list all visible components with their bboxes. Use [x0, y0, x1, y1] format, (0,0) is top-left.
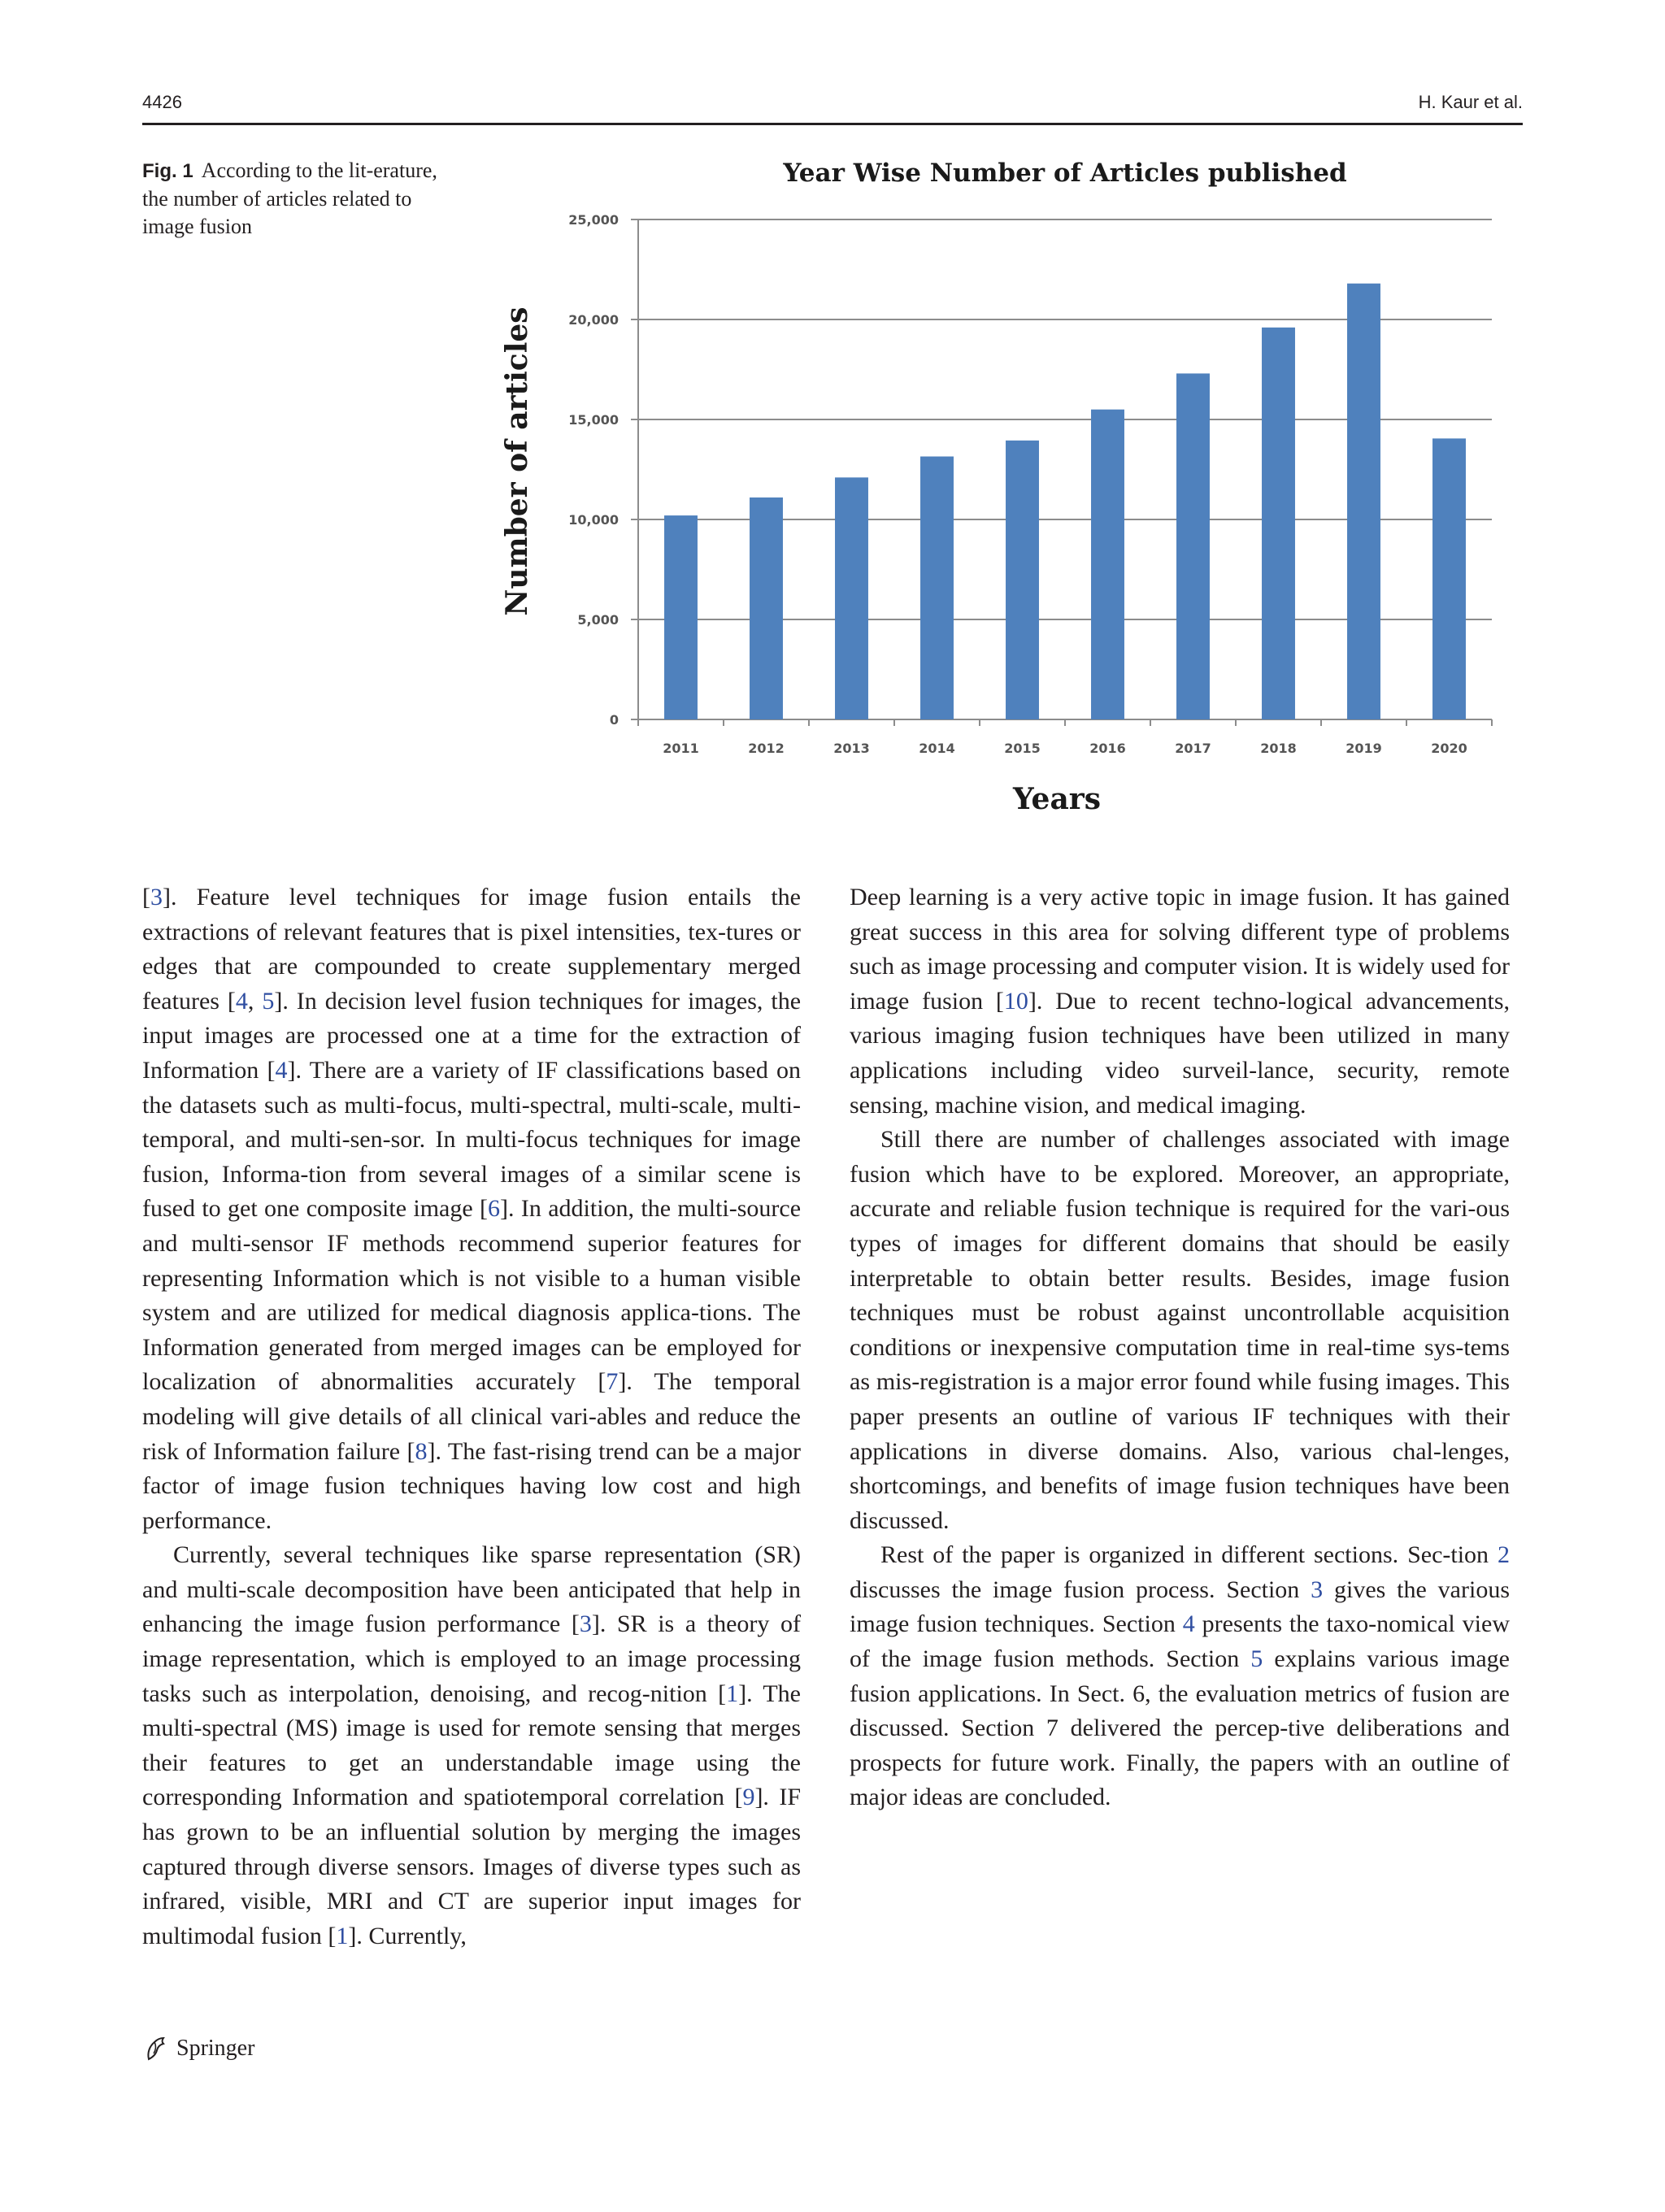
citation-link[interactable]: 7	[606, 1368, 619, 1396]
running-head	[142, 85, 1523, 123]
right-paragraph-3: Rest of the paper is organized in different sections. Sec-tion 2 discusses the image fusion process. Section 3 gives the various image fusion techniques. Section 4 presents the taxo-nomical view of the image fusion methods. Section 5 explains various image fusion applications. In Sect. 6, the evaluation metrics of fusion are discussed. Section 7 delivered the percep-tive deliberations and prospects for future work. Finally, the papers with an outline of major ideas are concluded.	[850, 1541, 1510, 1811]
x-axis-label: Years	[1012, 782, 1102, 816]
x-tick-label: 2011	[663, 741, 699, 756]
left-column	[142, 880, 801, 1953]
citation-link[interactable]: 9	[742, 1784, 755, 1811]
figure-caption	[142, 157, 443, 241]
citation-link[interactable]: 6	[488, 1195, 501, 1223]
citation-link[interactable]: 10	[1003, 987, 1028, 1015]
citation-link[interactable]: 3	[150, 884, 163, 910]
citation-link[interactable]: 3	[579, 1610, 592, 1638]
header-rule	[142, 123, 1523, 125]
x-tick-label: 2012	[748, 741, 785, 756]
citation-link[interactable]: 1	[336, 1922, 349, 1949]
x-tick-label: 2016	[1089, 741, 1126, 756]
running-head-authors: H. Kaur et al.	[1418, 92, 1523, 112]
y-tick-label: 25,000	[568, 212, 619, 228]
x-tick-label: 2017	[1175, 741, 1211, 756]
x-tick-label: 2018	[1260, 741, 1297, 756]
y-tick-label: 15,000	[568, 412, 619, 428]
x-tick-label: 2019	[1345, 741, 1382, 756]
x-tick-label: 2015	[1004, 741, 1041, 756]
y-tick-label: 5,000	[577, 612, 619, 628]
bar-2011	[664, 515, 698, 719]
bar-chart	[488, 142, 1512, 837]
publisher-footer	[142, 2035, 254, 2062]
left-paragraph-2: Currently, several techniques like sparse representation (SR) and multi-scale decomposition have been anticipated that help in enhancing the image fusion performance [3]. SR is a theory of image representation, which is employed to an image processing tasks such as interpolation, denoising, and recog-nition [1]. The multi-spectral (MS) image is used for remote sensing that merges their features to get an understandable image using the corresponding Information and spatiotemporal correlation [9]. IF has grown to be an influential solution by merging the images captured through diverse sensors. Images of diverse types such as infrared, visible, MRI and CT are superior input images for multimodal fusion [1]. Currently,	[142, 1541, 802, 1949]
citation-link[interactable]: 5	[262, 987, 275, 1015]
citation-link[interactable]: 4	[235, 987, 248, 1015]
chart-title: Year Wise Number of Articles published	[783, 159, 1347, 188]
citation-link[interactable]: 4	[275, 1056, 288, 1084]
bar-2017	[1176, 373, 1210, 719]
x-tick-label: 2014	[919, 741, 955, 756]
bar-2018	[1262, 328, 1295, 719]
right-paragraph-1: Deep learning is a very active topic in image fusion. It has gained great success in this area for solving different type of problems such as image processing and computer vision. It is widely used for image fusion [10]. Due to recent techno-logical advancements, various imaging fusion techniques have been utilized in many applications including video surveil-lance, security, remote sensing, machine vision, and medical imaging.	[850, 884, 1511, 1119]
springer-horse-icon	[142, 2035, 170, 2062]
citation-link[interactable]: 8	[415, 1437, 428, 1465]
publisher-name: Springer	[176, 2036, 255, 2061]
y-axis-label: Number of articles	[500, 306, 534, 616]
citation-link[interactable]: 1	[726, 1680, 739, 1707]
page-number: 4426	[142, 92, 182, 112]
right-column	[850, 880, 1510, 1815]
citation-link[interactable]: 5	[1250, 1645, 1263, 1673]
citation-link[interactable]: 4	[1182, 1610, 1195, 1638]
right-paragraph-2: Still there are number of challenges associated with image fusion which have to be explored. Moreover, an appropriate, accurate and reliable fusion technique is required for the vari-ous types of images for different domains that should be easily interpretable to obtain better results. Besides, image fusion techniques must be robust against uncontrollable acquisition conditions or inexpensive computation time in real-time sys-tems as mis-registration is a major error found while fusing images. This paper presents an outline of various IF techniques with their applications in diverse domains. Also, various chal-lenges, shortcomings, and benefits of image fusion techniques have been discussed.	[850, 1126, 1510, 1534]
bar-2014	[920, 457, 954, 719]
bar-2020	[1432, 438, 1466, 719]
y-tick-label: 10,000	[568, 512, 619, 528]
citation-link[interactable]: 2	[1498, 1541, 1510, 1569]
figure-label: Fig. 1	[142, 160, 193, 182]
bar-2015	[1006, 441, 1039, 719]
y-tick-label: 20,000	[568, 312, 619, 328]
bar-2013	[835, 477, 868, 719]
x-tick-label: 2020	[1431, 741, 1467, 756]
y-tick-label: 0	[609, 712, 619, 728]
citation-link[interactable]: 3	[1311, 1575, 1324, 1603]
x-tick-label: 2013	[833, 741, 870, 756]
bar-2019	[1347, 284, 1380, 719]
bar-2016	[1091, 410, 1124, 719]
left-paragraph-1: [3]. Feature level techniques for image fusion entails the extractions of relevant features that is pixel intensities, tex-tures or edges that are compounded to create supplementary merged features [4, 5]. In decision level fusion techniques for images, the input images are processed one at a time for the extraction of Information [4]. There are a variety of IF classifications based on the datasets such as multi-focus, multi-spectral, multi-scale, multi-temporal, and multi-sen-sor. In multi-focus techniques for image fusion, Informa-tion from several images of a similar scene is fused to get one composite image [6]. In addition, the multi-source and multi-sensor IF methods recommend superior features for representing Information which is not visible to a human visible system and are utilized for medical diagnosis applica-tions. The Information generated from merged images can be employed for localization of abnormalities accurately [7]. The temporal modeling will give details of all clinical vari-ables and reduce the risk of Information failure [8]. The fast-rising trend can be a major factor of image fusion techniques having low cost and high performance.	[142, 884, 802, 1534]
figure-caption-text: According to the lit-erature, the number of articles related to image fusion	[142, 159, 437, 238]
bar-2012	[750, 498, 783, 719]
